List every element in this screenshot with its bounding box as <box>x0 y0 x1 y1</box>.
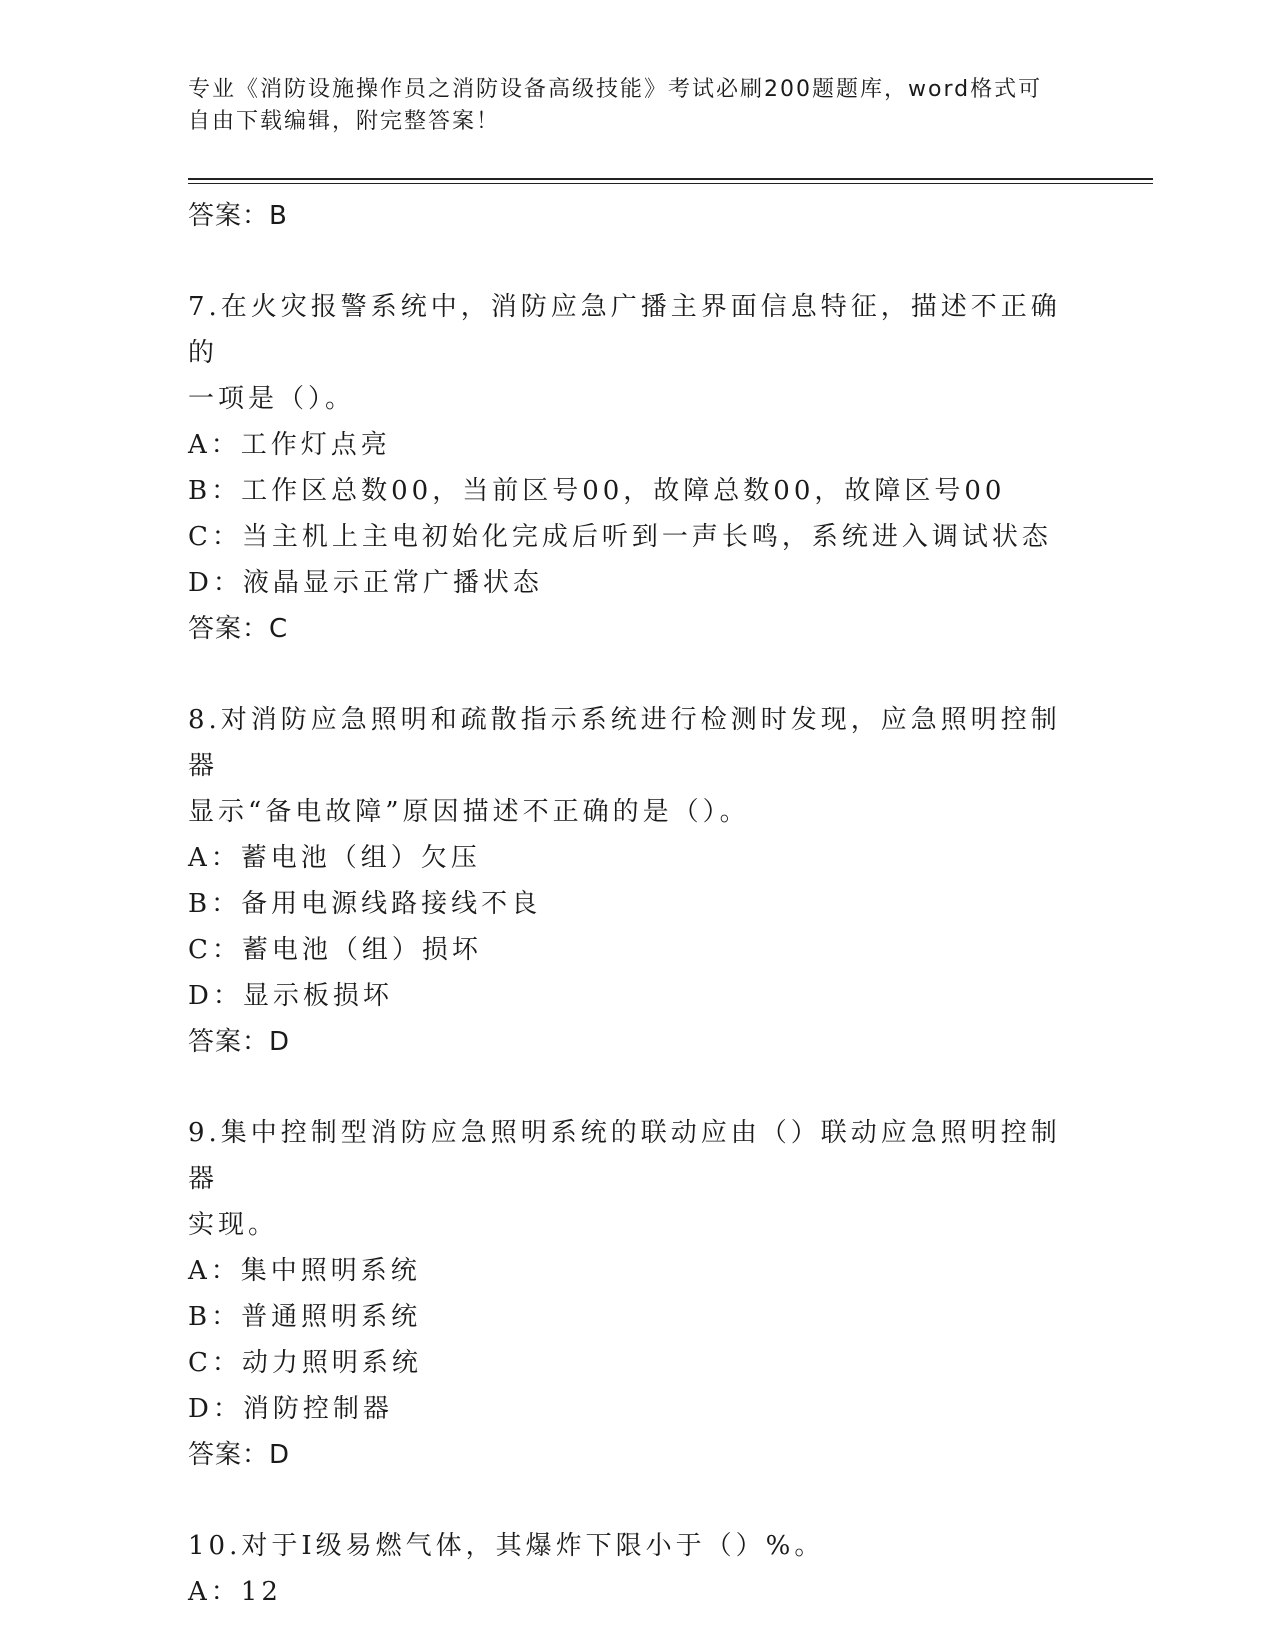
question-7-option-d: D：液晶显示正常广播状态 <box>188 568 543 598</box>
answer-q8: 答案：D <box>188 1027 291 1057</box>
question-9-option-c: C：动力照明系统 <box>188 1348 422 1378</box>
question-7-text-line-1: 7.在火灾报警系统中，消防应急广播主界面信息特征，描述不正确的 <box>188 292 1061 368</box>
question-8-option-a: A：蓄电池（组）欠压 <box>188 843 481 873</box>
question-7-option-b: B：工作区总数00，当前区号00，故障总数00，故障区号00 <box>188 476 1006 506</box>
question-10-text-line-1: 10.对于Ⅰ级易燃气体，其爆炸下限小于（）%。 <box>188 1531 825 1561</box>
header-line-1: 专业《消防设施操作员之消防设备高级技能》考试必刷200题题库，word格式可 <box>188 77 1043 102</box>
question-8-option-b: B：备用电源线路接线不良 <box>188 889 542 919</box>
question-8-option-d: D：显示板损坏 <box>188 981 393 1011</box>
question-10-option-a: A：12 <box>188 1577 282 1607</box>
question-9-option-a: A：集中照明系统 <box>188 1256 421 1286</box>
question-9-text-line-1: 9.集中控制型消防应急照明系统的联动应由（）联动应急照明控制器 <box>188 1118 1061 1194</box>
question-8 <box>188 697 1088 1065</box>
question-7 <box>188 284 1088 652</box>
question-9-option-d: D：消防控制器 <box>188 1394 393 1424</box>
question-7-text-line-2: 一项是（）。 <box>188 384 356 414</box>
answer-q9: 答案：D <box>188 1440 291 1470</box>
answer-q7: 答案：C <box>188 614 289 644</box>
page-header <box>188 74 1068 138</box>
question-9-option-b: B：普通照明系统 <box>188 1302 422 1332</box>
header-line-2: 自由下载编辑，附完整答案！ <box>188 109 501 134</box>
question-8-option-c: C：蓄电池（组）损坏 <box>188 935 482 965</box>
header-divider-thick <box>188 178 1153 180</box>
question-list <box>188 193 1088 1615</box>
question-10 <box>188 1523 1088 1615</box>
question-8-text-line-2: 显示“备电故障”原因描述不正确的是（）。 <box>188 797 750 827</box>
question-7-option-c: C：当主机上主电初始化完成后听到一声长鸣，系统进入调试状态 <box>188 522 1052 552</box>
question-9-text-line-2: 实现。 <box>188 1210 279 1240</box>
header-divider-thin <box>188 183 1153 184</box>
question-7-option-a: A：工作灯点亮 <box>188 430 391 460</box>
question-9 <box>188 1110 1088 1478</box>
question-8-text-line-1: 8.对消防应急照明和疏散指示系统进行检测时发现，应急照明控制器 <box>188 705 1061 781</box>
answer-prev: 答案：B <box>188 201 288 231</box>
